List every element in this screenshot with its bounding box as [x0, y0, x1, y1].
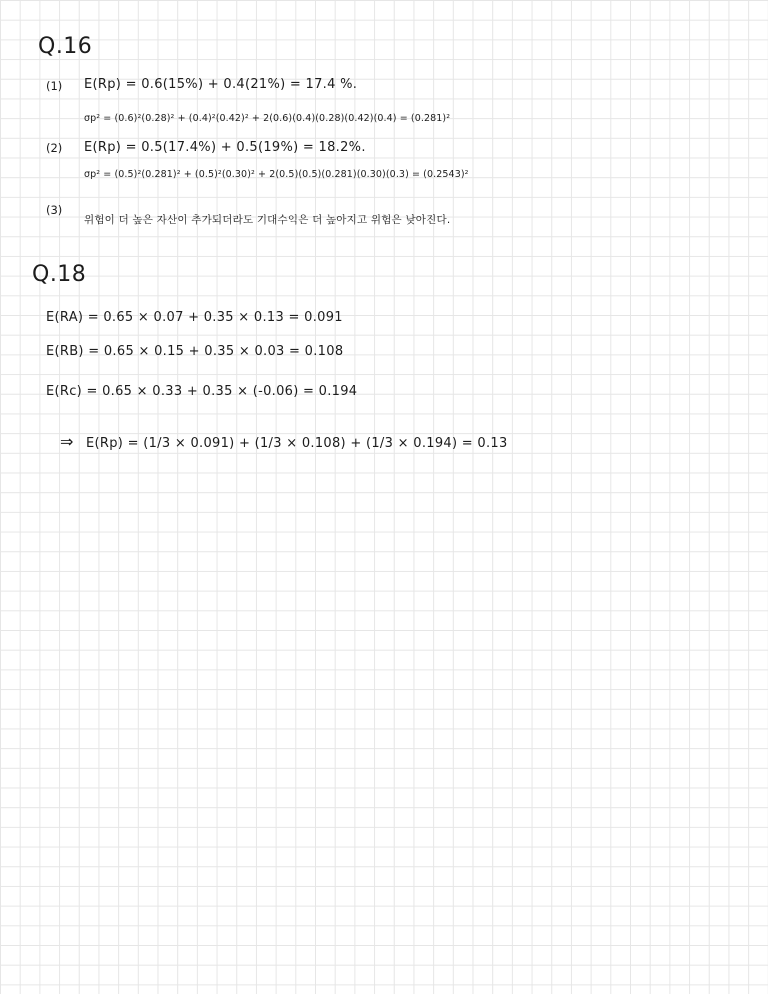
q18-portfolio-expected-return: E(Rp) = (1/3 × 0.091) + (1/3 × 0.108) + (1/3 × 0.194) = 0.13: [86, 436, 508, 451]
q16-part-2-label: (2): [46, 141, 63, 155]
q16-part-1-variance: σp² = (0.6)²(0.28)² + (0.4)²(0.42)² + 2(0.6)(0.4)(0.28)(0.42)(0.4) = (0.281)²: [84, 113, 451, 124]
q18-expected-return-a: E(RA) = 0.65 × 0.07 + 0.35 × 0.13 = 0.091: [46, 310, 343, 325]
q16-part-2-expected-return: E(Rp) = 0.5(17.4%) + 0.5(19%) = 18.2%.: [84, 140, 366, 155]
implies-arrow-icon: ⇒: [60, 432, 74, 451]
q18-expected-return-c: E(Rc) = 0.65 × 0.33 + 0.35 × (-0.06) = 0.194: [46, 384, 358, 399]
q16-part-3-label: (3): [46, 203, 63, 217]
q16-part-3-conclusion: 위험이 더 높은 자산이 추가되더라도 기대수익은 더 높아지고 위험은 낮아진다.: [84, 214, 451, 226]
q18-expected-return-b: E(RB) = 0.65 × 0.15 + 0.35 × 0.03 = 0.108: [46, 344, 344, 359]
q16-part-1-label: (1): [46, 79, 63, 93]
q16-part-1-expected-return: E(Rp) = 0.6(15%) + 0.4(21%) = 17.4 %.: [84, 77, 358, 92]
question-16-heading: Q.16: [38, 34, 93, 59]
q16-part-2-variance: σp² = (0.5)²(0.281)² + (0.5)²(0.30)² + 2(0.5)(0.5)(0.281)(0.30)(0.3) = (0.2543)²: [84, 169, 469, 180]
question-18-heading: Q.18: [32, 262, 87, 287]
